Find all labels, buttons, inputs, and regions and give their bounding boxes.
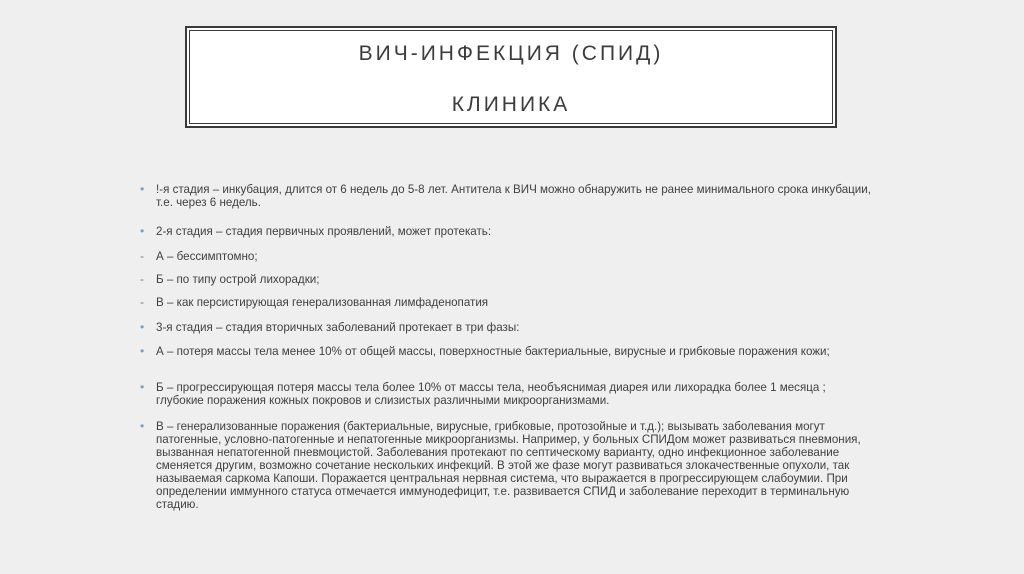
list-item <box>140 320 876 334</box>
bullet-icon: • <box>140 380 145 394</box>
list-item-text: Б – прогрессирующая потеря массы тела более 10% от массы тела, необъяснимая диарея или лихорадка более 1 месяца ; глубокие поражения кожных покровов и слизистых различными микроорганизмами. <box>156 381 826 407</box>
bullet-icon: • <box>140 344 145 358</box>
list-item <box>140 182 876 209</box>
list-item-text: В – как персистирующая генерализованная лимфаденопатия <box>156 296 489 309</box>
list-item-text: !-я стадия – инкубация, длится от 6 недель до 5-8 лет. Антитела к ВИЧ можно обнаружить не ранее минимального срока инкубации, т.е. через 6 недель. <box>156 183 871 209</box>
slide-title: ВИЧ-ИНФЕКЦИЯ (СПИД) <box>358 42 664 65</box>
slide-title-box <box>185 26 837 128</box>
list-item <box>140 249 876 263</box>
list-item-text: Б – по типу острой лихорадки; <box>156 273 320 286</box>
list-item-text: В – генерализованные поражения (бактериальные, вирусные, грибковые, протозойные и т.д.); вызывать заболевания могут патогенные, условно-патогенные и непатогенные микроорганизмы. Например, у больных СПИДом может развиваться пневмония, вызванная непатогенной пневмоцистой. Заболевания протекают по септическому варианту, одно инфекционное заболевание сменяется другим, возможно сочетание нескольких инфекций. В этой же фазе могут развиваться злокачественные опухоли, так называемая саркома Капоши. Поражается центральная нервная система, что выражается в прогрессирующем слабоумии. При определении иммунного статуса отмечается иммунодефицит, т.е. развивается СПИД и заболевание переходит в терминальную стадию. <box>156 420 861 511</box>
list-item <box>140 224 876 238</box>
bullet-icon: • <box>140 224 145 238</box>
list-item-text: 3-я стадия – стадия вторичных заболеваний протекает в три фазы: <box>156 321 520 334</box>
dash-icon: - <box>140 249 144 263</box>
slide-subtitle: КЛИНИКА <box>451 93 571 116</box>
bullet-icon: • <box>140 419 145 433</box>
list-item <box>140 419 876 511</box>
dash-icon: - <box>140 295 144 309</box>
dash-icon: - <box>140 272 144 286</box>
list-item <box>140 295 876 309</box>
list-item <box>140 272 876 286</box>
list-item <box>140 344 876 358</box>
bullet-icon: • <box>140 320 145 334</box>
list-item-text: А – бессимптомно; <box>156 250 258 263</box>
list-item <box>140 380 876 407</box>
bullet-icon: • <box>140 182 145 196</box>
list-item-text: А – потеря массы тела менее 10% от общей массы, поверхностные бактериальные, вирусные и грибковые поражения кожи; <box>156 345 830 358</box>
list-item-text: 2-я стадия – стадия первичных проявлений, может протекать: <box>156 225 492 238</box>
